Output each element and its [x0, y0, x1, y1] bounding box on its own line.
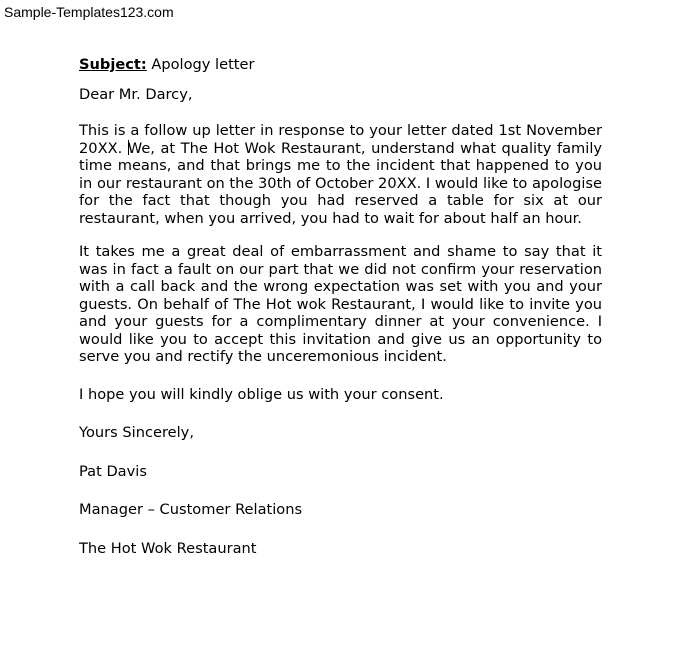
salutation: Dear Mr. Darcy,	[79, 85, 193, 103]
subject-line	[79, 56, 602, 74]
subject-text: Apology letter	[146, 56, 255, 73]
paragraph-3[interactable]: I hope you will kindly oblige us with your consent.	[79, 385, 444, 403]
signer-name: Pat Davis	[79, 462, 147, 480]
letter-body	[79, 56, 602, 557]
paragraph-1-rest: We, at The Hot Wok Restaurant, understand what quality family time means, and that brings me to the incident that happened to you in our restaurant on the 30th of October 20XX. I would like to apologise for the fact that though you had reserved a table for six at our restaurant, when you arrived, you had to wait for about half an hour.	[79, 139, 603, 227]
watermark: Sample-Templates123.com	[4, 4, 174, 20]
signer-title: Manager – Customer Relations	[79, 501, 303, 518]
paragraph-2[interactable]: It takes me a great deal of embarrassment and shame to say that it was in fact a fault on our part that we did not confirm your reservation with a call back and the wrong expectation was set with you and your guests. On behalf of The Hot wok Restaurant, I would like to invite you and your guests for a complimentary dinner at your convenience. I would like you to accept this invitation and give us an opportunity to serve you and rectify the unceremonious incident.	[79, 243, 602, 365]
company-name: The Hot Wok Restaurant	[79, 539, 257, 557]
closing: Yours Sincerely,	[79, 424, 194, 441]
paragraph-1-start: This is a follow up letter in response to your letter dated 1st November 20XX.	[79, 122, 602, 157]
subject-label: Subject:	[79, 56, 147, 73]
paragraph-1[interactable]	[79, 122, 602, 227]
